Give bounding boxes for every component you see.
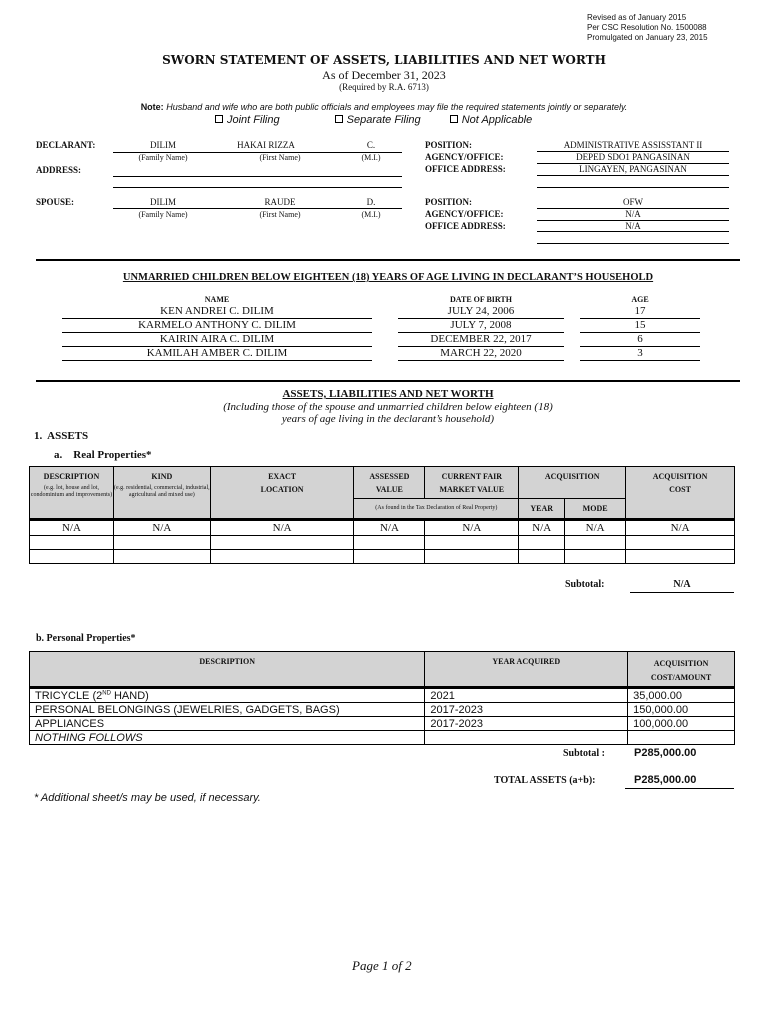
first-name-caption: (First Name) <box>259 153 301 162</box>
spouse-family-caption: (Family Name) <box>138 210 188 219</box>
declarant-agency: DEPED SDO1 PANGASINAN <box>576 152 690 162</box>
total-assets-line <box>625 788 734 789</box>
note <box>0 102 768 112</box>
not-applicable-option[interactable]: Not Applicable <box>450 114 533 126</box>
spouse-office-line-1 <box>537 231 729 232</box>
alnw-title: ASSETS, LIABILITIES AND NET WORTH <box>282 388 494 400</box>
declarant-first-name: HAKAI RIZZA <box>237 140 295 150</box>
required-by: (Required by R.A. 6713) <box>339 82 429 92</box>
personal-subtotal-value: P285,000.00 <box>634 747 697 759</box>
child-name: KAMILAH AMBER C. DILIM <box>146 347 288 359</box>
checkbox-icon[interactable] <box>215 115 223 123</box>
child-name: KAIRIN AIRA C. DILIM <box>159 333 275 345</box>
csc-resolution: Per CSC Resolution No. 1500088 <box>587 23 707 32</box>
footnote: * Additional sheet/s may be used, if necessary. <box>34 792 261 804</box>
joint-filing-option[interactable]: Joint Filing <box>215 114 280 126</box>
table-row <box>30 536 735 550</box>
child-dob: JULY 7, 2008 <box>450 319 512 331</box>
personal-desc: TRICYCLE (2ND HAND) <box>30 689 425 703</box>
personal-subtotal-label: Subtotal : <box>563 748 605 759</box>
section-divider-2 <box>36 380 740 382</box>
total-assets-value: P285,000.00 <box>634 774 697 786</box>
child-row-line <box>580 360 700 361</box>
spouse-position: OFW <box>623 197 643 207</box>
spouse-first-caption: (First Name) <box>259 210 301 219</box>
declarant-position: ADMINISTRATIVE ASSISSTANT II <box>563 140 703 150</box>
declarant-agency-label: AGENCY/OFFICE: <box>425 152 504 162</box>
spouse-family-name: DILIM <box>150 197 176 207</box>
spouse-position-label: POSITION: <box>425 197 473 207</box>
spouse-mi: D. <box>366 197 376 207</box>
checkbox-icon[interactable] <box>335 115 343 123</box>
real-subtotal-line <box>630 592 734 593</box>
child-dob: MARCH 22, 2020 <box>440 347 522 359</box>
personal-header-description: DESCRIPTION <box>30 652 425 687</box>
total-assets-label: TOTAL ASSETS (a+b): <box>494 775 596 786</box>
real-header-year: YEAR <box>519 499 565 519</box>
revised-date: Revised as of January 2015 <box>587 13 687 22</box>
as-of-date: As of December 31, 2023 <box>322 68 446 82</box>
separate-filing-option[interactable]: Separate Filing <box>335 114 421 126</box>
spouse-office-label: OFFICE ADDRESS: <box>425 221 506 231</box>
declarant-position-label: POSITION: <box>425 140 473 150</box>
child-age: 17 <box>634 305 646 317</box>
alnw-subtitle-1: (Including those of the spouse and unmarried children below eighteen (18) <box>223 401 553 413</box>
office-line-2 <box>537 187 729 188</box>
child-dob: JULY 24, 2006 <box>447 305 515 317</box>
note-text: Husband and wife who are both public officials and employees may file the required statements jointly or separately. <box>166 102 628 112</box>
declarant-family-name: DILIM <box>150 140 176 150</box>
real-header-acquisition: ACQUISITION <box>519 467 626 499</box>
office-line-1 <box>537 175 729 176</box>
table-row <box>30 550 735 564</box>
checkbox-icon[interactable] <box>450 115 458 123</box>
real-header-tax-note: (As found in the Tax Declaration of Real Property) <box>354 499 519 519</box>
personal-properties-table <box>29 651 735 745</box>
filing-options <box>215 114 615 126</box>
assets-heading: 1. ASSETS <box>34 430 89 442</box>
revision-info <box>587 13 767 43</box>
table-row: NOTHING FOLLOWS <box>30 731 735 745</box>
mi-caption: (M.I.) <box>361 153 381 162</box>
table-row: N/A N/A N/A N/A N/A N/A N/A N/A <box>30 521 735 536</box>
promulgated-date: Promulgated on January 23, 2015 <box>587 33 708 42</box>
children-col-name: NAME <box>204 295 230 304</box>
spouse-first-name: RAUDE <box>264 197 296 207</box>
real-properties-heading: a. Real Properties* <box>54 449 152 461</box>
declarant-label: DECLARANT: <box>36 140 96 150</box>
child-dob: DECEMBER 22, 2017 <box>430 333 532 345</box>
address-line-1 <box>113 176 402 177</box>
address-line-2 <box>113 187 402 188</box>
declarant-office-label: OFFICE ADDRESS: <box>425 164 506 174</box>
alnw-subtitle-2: years of age living in the declarant’s household) <box>281 413 495 425</box>
spouse-agency: N/A <box>625 209 641 219</box>
spouse-office-address: N/A <box>625 221 641 231</box>
child-age: 3 <box>637 347 643 359</box>
child-name: KEN ANDREI C. DILIM <box>160 305 274 317</box>
personal-properties-heading: b. Personal Properties* <box>36 633 136 644</box>
section-divider <box>36 259 740 261</box>
page-number: Page 1 of 2 <box>352 958 412 973</box>
page-title: SWORN STATEMENT OF ASSETS, LIABILITIES AND NET WORTH <box>162 53 606 67</box>
table-row: PERSONAL BELONGINGS (JEWELRIES, GADGETS, BAGS) 2017-2023 150,000.00 <box>30 703 735 717</box>
real-header-cost: ACQUISITION COST <box>626 467 735 519</box>
children-title: UNMARRIED CHILDREN BELOW EIGHTEEN (18) YEARS OF AGE LIVING IN DECLARANT’S HOUSEHOLD <box>122 272 654 283</box>
table-row: TRICYCLE (2ND HAND) 2021 35,000.00 <box>30 689 735 703</box>
child-age: 6 <box>637 333 643 345</box>
child-name: KARMELO ANTHONY C. DILIM <box>138 319 296 331</box>
real-header-market: CURRENT FAIR MARKET VALUE <box>425 467 519 499</box>
real-header-mode: MODE <box>565 499 626 519</box>
spouse-office-line-2 <box>537 243 729 244</box>
personal-header-year: YEAR ACQUIRED <box>425 652 628 687</box>
table-row: APPLIANCES 2017-2023 100,000.00 <box>30 717 735 731</box>
real-properties-table <box>29 466 735 564</box>
real-header-location: EXACT LOCATION <box>210 467 354 519</box>
real-header-kind: KIND (e.g. residential, commercial, industrial, agricultural and mixed use) <box>113 467 210 519</box>
child-age: 15 <box>634 319 646 331</box>
spouse-mi-caption: (M.I.) <box>361 210 381 219</box>
child-row-line <box>398 360 564 361</box>
real-header-assessed: ASSESSED VALUE <box>354 467 425 499</box>
declarant-mi: C. <box>366 140 376 150</box>
declarant-office-address: LINGAYEN, PANGASINAN <box>579 164 687 174</box>
note-label: Note: <box>140 102 164 112</box>
child-row-line <box>62 360 372 361</box>
spouse-agency-label: AGENCY/OFFICE: <box>425 209 504 219</box>
children-col-dob: DATE OF BIRTH <box>450 295 512 304</box>
children-col-age: AGE <box>631 295 649 304</box>
real-subtotal-value: N/A <box>673 579 691 590</box>
real-subtotal-label: Subtotal: <box>565 579 605 590</box>
spouse-label: SPOUSE: <box>36 197 75 207</box>
address-label: ADDRESS: <box>36 165 82 175</box>
spouse-name-line <box>113 208 402 209</box>
family-name-caption: (Family Name) <box>138 153 188 162</box>
real-header-description: DESCRIPTION (e.g. lot, house and lot, condominium and improvements) <box>30 467 114 519</box>
personal-header-cost: ACQUISITION COST/AMOUNT <box>628 652 735 687</box>
